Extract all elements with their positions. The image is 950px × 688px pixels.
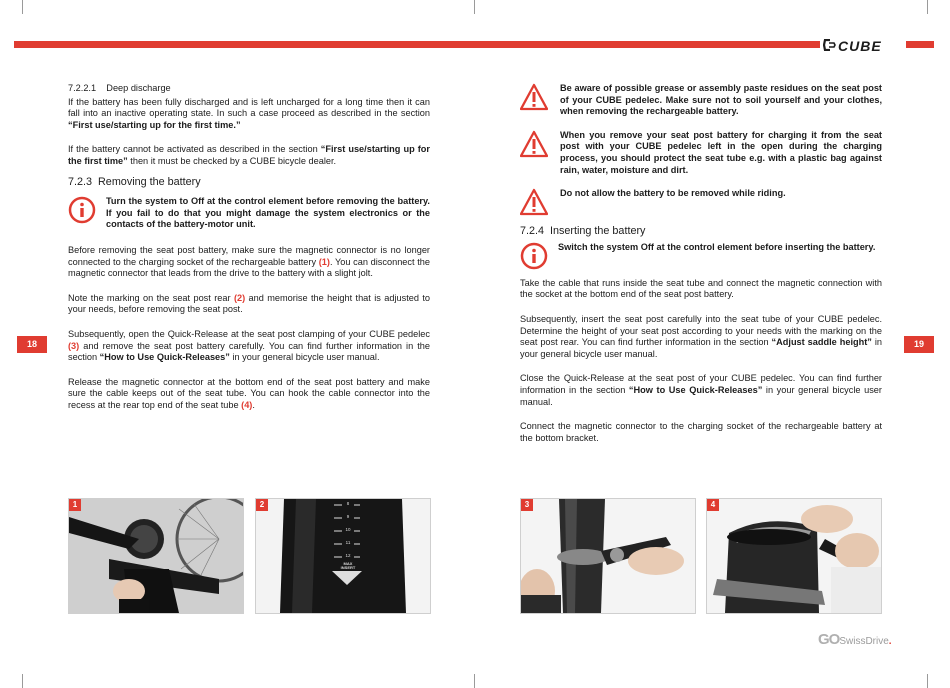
text: Before removing the seat post battery, make sure the magnetic connector is no longer connected to the charging socket of the rechargeable battery <box>68 244 430 267</box>
text: and memorise the height that is adjusted to your needs, before removing the seat post. <box>68 292 430 315</box>
figure-badge: 4 <box>707 499 719 511</box>
text: . You can disconnect the magnetic connector that leads from the drive to the battery with a slight jolt. <box>68 256 430 279</box>
page-number-right: 19 <box>904 336 934 353</box>
notice-text: Turn the system to Off at the control element before removing the battery. If you fail to do that you might damage the system electronics or the contacts of the battery-motor unit. <box>106 196 430 230</box>
figure-badge: 2 <box>256 499 268 511</box>
text: in your general bicycle user manual. <box>229 352 380 363</box>
text-bold: “Adjust saddle height” <box>771 337 872 348</box>
text: Subsequently, insert the seat post carefully into the seat tube of your CUBE pedelec. Determine the height of your seat post according to your needs with the marking on the seat post rear. You can find further information in the section <box>520 313 882 348</box>
warning-text: When you remove your seat post battery for charging it from the seat post with your CUBE pedelec left in the open during the charging process, you should protect the seat tube e.g. with a plastic bag against rain, water, moisture and dirt. <box>560 129 882 175</box>
text: Note the marking on the seat post rear <box>68 292 234 303</box>
figure-2 <box>255 498 431 614</box>
text: . <box>252 399 255 410</box>
go-mark: GO <box>818 631 840 648</box>
text: If the battery cannot be activated as described in the section <box>68 144 321 155</box>
text: Release the magnetic connector at the bottom end of the seat post battery and make sure the cable keeps out of the seat tube. You can hook the cable connector into the recess at the rear top end of the seat tube <box>68 376 430 410</box>
figure-ref: (4) <box>241 399 253 410</box>
warning-box <box>520 83 882 118</box>
bike-frame-photo <box>69 499 243 613</box>
paragraph <box>68 293 430 316</box>
figure-1 <box>68 498 244 614</box>
figure-ref: (3) <box>68 340 80 351</box>
quick-release-photo <box>521 499 695 613</box>
text: and remove the seat post battery carefully. You can find further information in the section <box>68 340 430 363</box>
max-insert-label: INSERT <box>340 565 356 570</box>
swissdrive-logo <box>818 631 892 648</box>
paragraph <box>520 373 882 408</box>
figure-badge: 3 <box>521 499 533 511</box>
logo-dot: . <box>888 636 892 647</box>
figure-badge: 1 <box>69 499 81 511</box>
header-bar <box>14 41 934 48</box>
text-bold: “First use/starting up for the first time” <box>68 144 430 166</box>
info-icon <box>68 196 96 224</box>
notice-box <box>68 196 430 231</box>
figure-ref: (2) <box>233 292 246 303</box>
cube-logo-icon <box>823 39 836 51</box>
heading-removing-battery: 7.2.3 Removing the battery <box>68 175 201 188</box>
warning-box <box>520 188 882 216</box>
notice-box <box>520 242 882 270</box>
warning-icon <box>520 130 548 158</box>
warning-icon <box>520 83 548 111</box>
figure-ref: (1) <box>318 256 330 267</box>
crop-mark <box>22 0 23 14</box>
crop-mark <box>927 0 928 14</box>
seatpost-mark: 12 <box>345 553 351 558</box>
left-column <box>68 83 430 424</box>
paragraph: Connect the magnetic connector to the charging socket of the rechargeable battery at the bottom bracket. <box>520 421 882 443</box>
notice-text: Switch the system Off at the control element before inserting the battery. <box>558 241 876 252</box>
max-insert-label: MAX <box>343 561 353 566</box>
paragraph <box>68 329 430 364</box>
text-bold: “How to Use Quick-Releases” <box>99 352 230 363</box>
right-column <box>520 83 882 457</box>
warning-text: Do not allow the battery to be removed while riding. <box>560 188 786 199</box>
text: then it must be checked by a CUBE bicycle dealer. <box>127 155 337 166</box>
warning-icon <box>520 188 548 216</box>
seatpost-mark: 8 <box>346 501 350 506</box>
heading-inserting-battery: 7.2.4 Inserting the battery <box>520 225 646 238</box>
text: in your general bicycle user manual. <box>520 337 882 359</box>
paragraph <box>68 144 430 167</box>
warning-text: Be aware of possible grease or assembly paste residues on the seat post of your CUBE pedelec. Make sure not to soil yourself and your clothes, when removing the rechargeable battery. <box>560 83 882 117</box>
crop-mark <box>927 674 928 688</box>
figure-3 <box>520 498 696 614</box>
figure-4 <box>706 498 882 614</box>
warning-box <box>520 130 882 176</box>
crop-mark <box>22 674 23 688</box>
text-bold: “How to Use Quick-Releases” <box>628 384 763 395</box>
swissdrive-wordmark: SwissDrive <box>839 636 889 647</box>
heading-deep-discharge: 7.2.2.1 Deep discharge <box>68 83 171 93</box>
paragraph: Take the cable that runs inside the seat tube and connect the magnetic connection with the socket at the bottom end of the seat post battery. <box>520 277 882 300</box>
cube-logo: CUBE <box>838 38 882 54</box>
paragraph <box>68 97 430 132</box>
seatpost-mark: 10 <box>345 527 351 532</box>
paragraph <box>68 245 430 280</box>
seatpost-mark: 9 <box>346 514 350 519</box>
crop-mark <box>474 674 475 688</box>
text-bold: “First use/starting up for the first time.” <box>68 119 241 130</box>
text: Subsequently, open the Quick-Release at the seat post clamping of your CUBE pedelec <box>68 328 430 339</box>
info-icon <box>520 242 548 270</box>
paragraph <box>520 314 882 360</box>
crop-mark <box>474 0 475 14</box>
paragraph <box>68 377 430 412</box>
seat-tube-connector-photo <box>707 499 881 613</box>
text: Close the Quick-Release at the seat post of your CUBE pedelec. You can find further information in the section <box>520 373 882 395</box>
text: in your general bicycle user manual. <box>520 384 882 407</box>
seatpost-mark: 11 <box>345 540 351 545</box>
page-number-left: 18 <box>17 336 47 353</box>
text: If the battery has been fully discharged and is left uncharged for a long time then it can fall into an inactive operating state. In such a case proceed as described in the section <box>68 96 430 119</box>
